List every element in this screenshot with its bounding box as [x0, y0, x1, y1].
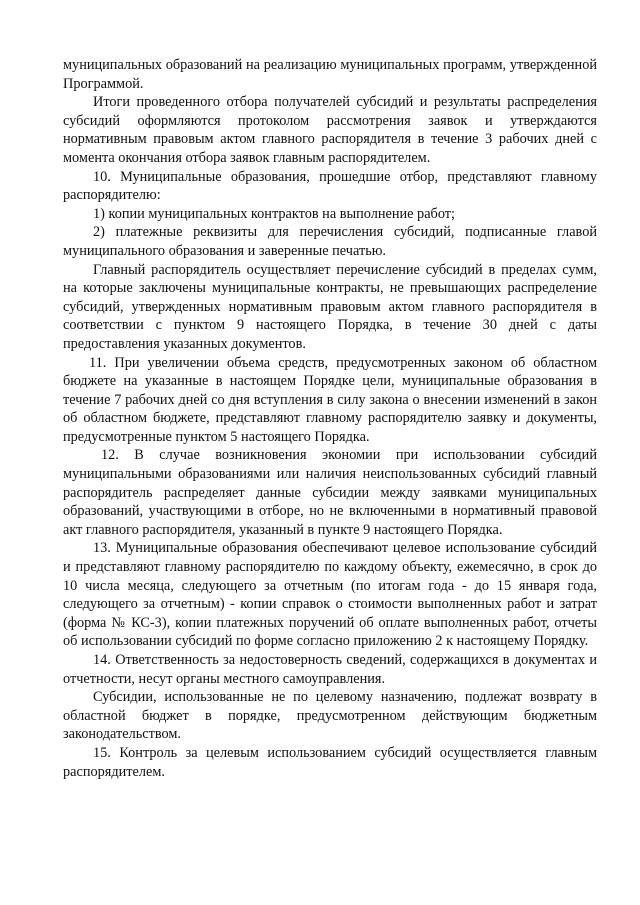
paragraph-item-11: 11. При увеличении объема средств, предусмотренных законом об областном бюджете на указанные в настоящем Порядке цели, муниципальные образования в течение 7 рабочих дней со дня вступления в силу закона о внесении изменений в закон об областном бюджете, представляют главному распорядителю заявку и документы, предусмотренные пунктом 5 настоящего Порядка. — [63, 354, 597, 445]
paragraph-item-15: 15. Контроль за целевым использованием субсидий осуществляется главным распорядителем. — [63, 744, 597, 780]
paragraph-refund: Субсидии, использованные не по целевому назначению, подлежат возврату в областной бюджет в порядке, предусмотренном действующим бюджетным законодательством. — [63, 689, 597, 743]
paragraph-item-12: 12. В случае возникновения экономии при использовании субсидий муниципальными образованиями или наличия неиспользованных субсидий главный распорядитель распределяет данные субсидии между заявками муниципальных образований, участвующими в отборе, но не включенными в нормативный правовой акт главного распорядителя, указанный в пункте 9 настоящего Порядка. — [63, 447, 597, 538]
paragraph-item-10-1: 1) копии муниципальных контрактов на выполнение работ; — [93, 205, 456, 222]
paragraph-item-10: 10. Муниципальные образования, прошедшие отбор, представляют главному распорядителю: — [63, 168, 597, 204]
paragraph-item-10-2: 2) платежные реквизиты для перечисления субсидий, подписанные главой муниципального образования и заверенные печатью. — [63, 224, 597, 259]
paragraph-selection-results: Итоги проведенного отбора получателей субсидий и результаты распределения субсидий оформляются протоколом рассмотрения заявок и утверждаются нормативным правовым актом главного распорядителя в течение 3 рабочих дней с момента окончания отбора заявок главным распорядителем. — [63, 94, 597, 166]
paragraph-item-13: 13. Муниципальные образования обеспечивают целевое использование субсидий и представляют главному распорядителю по каждому объекту, ежемесячно, в срок до 10 числа месяца, следующего за отчетным (по итогам года - до 15 января года, следующего за отчетным) - копии справок о стоимости выполненных работ и затрат (форма № КС-3), копии платежных поручений об оплате выполненных работ, отчеты об использовании субсидий по форме согласно приложению 2 к настоящему Порядку. — [63, 540, 597, 650]
paragraph-item-14: 14. Ответственность за недостоверность сведений, содержащихся в документах и отчетности, несут органы местного самоуправления. — [63, 652, 597, 687]
paragraph-transfer: Главный распорядитель осуществляет перечисление субсидий в пределах сумм, на которые заключены муниципальные контракты, не превышающих распределение субсидий, утвержденных нормативным правовым актом главного распорядителя в соответствии с пунктом 9 настоящего Порядка, в течение 30 дней с даты предоставления указанных документов. — [63, 261, 597, 352]
paragraph-continuation: муниципальных образований на реализацию муниципальных программ, утвержденной Программой. — [63, 57, 597, 92]
